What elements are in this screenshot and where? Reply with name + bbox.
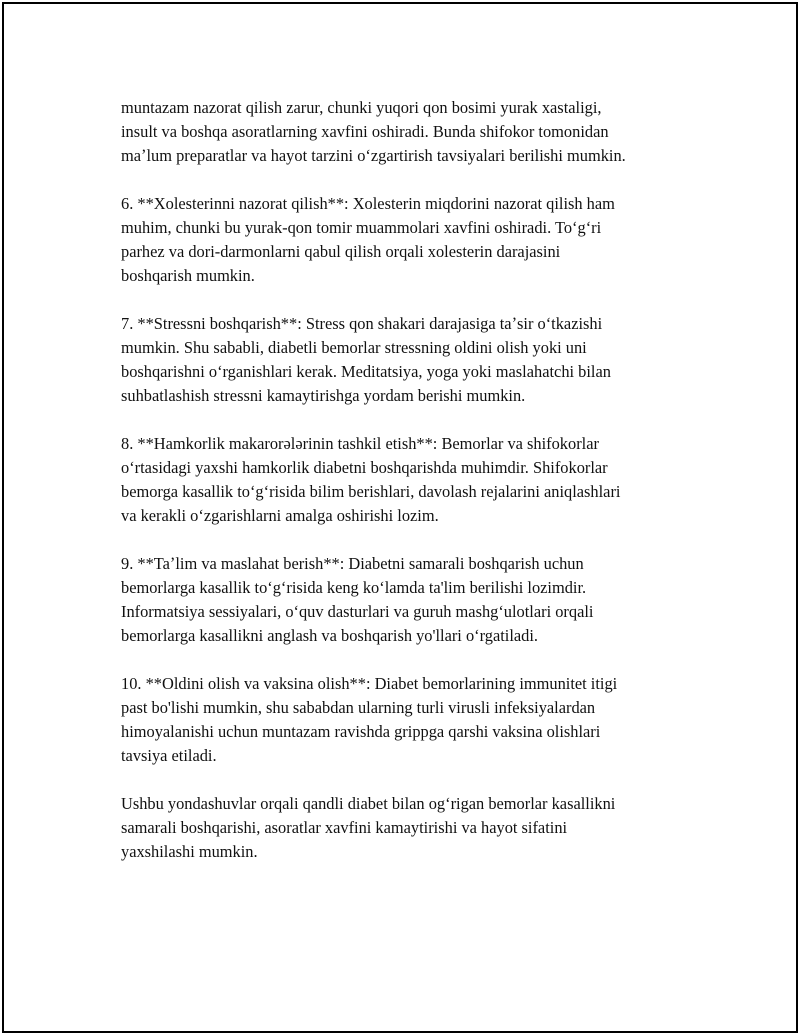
text-line: muntazam nazorat qilish zarur, chunki yuqori qon bosimi yurak xastaligi, xyxy=(121,98,602,117)
text-line: Ushbu yondashuvlar orqali qandli diabet bilan ogʻrigan bemorlar kasallikni xyxy=(121,794,616,813)
text-line: boshqarish mumkin. xyxy=(121,266,255,285)
text-line: past bo'lishi mumkin, shu sababdan ularning turli virusli infeksiyalardan xyxy=(121,698,596,717)
text-line: bemorga kasallik toʻgʻrisida bilim berishlari, davolash rejalarini aniqlashlari xyxy=(121,482,621,501)
text-line: 7. **Stressni boshqarish**: Stress qon shakari darajasiga taʼsir oʻtkazishi xyxy=(121,314,603,333)
document-body xyxy=(121,96,701,888)
text-line: parhez va dori-darmonlarni qabul qilish orqali xolesterin darajasini xyxy=(121,242,561,261)
paragraph-blood-pressure-continuation xyxy=(121,96,701,168)
text-line: 9. **Taʼlim va maslahat berish**: Diabetni samarali boshqarish uchun xyxy=(121,554,584,573)
text-line: mumkin. Shu sababli, diabetli bemorlar stressning oldini olish yoki uni xyxy=(121,338,587,357)
text-line: insult va boshqa asoratlarning xavfini oshiradi. Bunda shifokor tomonidan xyxy=(121,122,609,141)
text-line: muhim, chunki bu yurak-qon tomir muammolari xavfini oshiradi. Toʻgʻri xyxy=(121,218,602,237)
paragraph-item-7-stress xyxy=(121,312,701,408)
text-line: 6. **Xolesterinni nazorat qilish**: Xolesterin miqdorini nazorat qilish ham xyxy=(121,194,615,213)
text-line: tavsiya etiladi. xyxy=(121,746,217,765)
paragraph-item-10-vaccination xyxy=(121,672,701,768)
text-line: 10. **Oldini olish va vaksina olish**: Diabet bemorlarining immunitet itigi xyxy=(121,674,618,693)
text-line: va kerakli oʻzgarishlarni amalga oshirishi lozim. xyxy=(121,506,439,525)
paragraph-item-9-education xyxy=(121,552,701,648)
text-line: Informatsiya sessiyalari, oʻquv dasturlari va guruh mashgʻulotlari orqali xyxy=(121,602,594,621)
text-line: suhbatlashish stressni kamaytirishga yordam berishi mumkin. xyxy=(121,386,526,405)
text-line: oʻrtasidagi yaxshi hamkorlik diabetni boshqarishda muhimdir. Shifokorlar xyxy=(121,458,608,477)
text-line: himoyalanishi uchun muntazam ravishda grippga qarshi vaksina olishlari xyxy=(121,722,601,741)
text-line: samarali boshqarishi, asoratlar xavfini kamaytirishi va hayot sifatini xyxy=(121,818,568,837)
text-line: bemorlarga kasallik toʻgʻrisida keng koʻlamda ta'lim berilishi lozimdir. xyxy=(121,578,587,597)
paragraph-conclusion xyxy=(121,792,701,864)
paragraph-item-6-cholesterol xyxy=(121,192,701,288)
text-line: 8. **Hamkorlik makarorələrinin tashkil etish**: Bemorlar va shifokorlar xyxy=(121,434,599,453)
text-line: maʼlum preparatlar va hayot tarzini oʻzgartirish tavsiyalari berilishi mumkin. xyxy=(121,146,626,165)
page-frame xyxy=(2,2,798,1033)
text-line: yaxshilashi mumkin. xyxy=(121,842,258,861)
paragraph-item-8-cooperation xyxy=(121,432,701,528)
text-line: boshqarishni oʻrganishlari kerak. Meditatsiya, yoga yoki maslahatchi bilan xyxy=(121,362,611,381)
text-line: bemorlarga kasallikni anglash va boshqarish yo'llari oʻrgatiladi. xyxy=(121,626,539,645)
